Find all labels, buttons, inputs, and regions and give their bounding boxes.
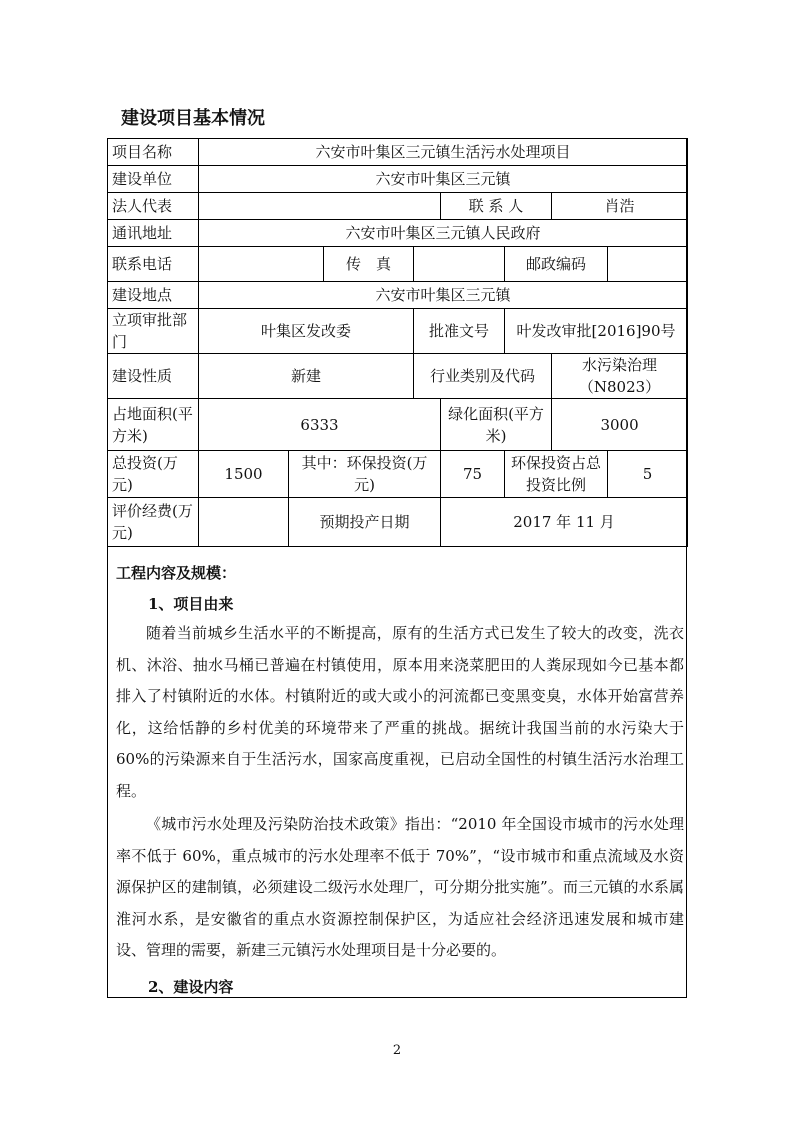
address-label: 通讯地址 <box>108 220 199 247</box>
table-row <box>108 282 688 309</box>
table-row <box>108 193 688 220</box>
site-label: 建设地点 <box>108 282 199 309</box>
approval-no-value: 叶发改审批[2016]90号 <box>505 309 688 354</box>
table-row <box>108 166 688 193</box>
phone-value <box>199 247 324 282</box>
fax-label: 传 真 <box>324 247 414 282</box>
legal-rep-value <box>199 193 441 220</box>
prod-date-label: 预期投产日期 <box>289 498 441 547</box>
project-name-label: 项目名称 <box>108 139 199 166</box>
env-invest-value: 75 <box>441 451 505 498</box>
eval-fee-value <box>199 498 289 547</box>
approval-dept-value: 叶集区发改委 <box>199 309 414 354</box>
env-ratio-label: 环保投资占总投资比例 <box>505 451 608 498</box>
table-row <box>108 451 688 498</box>
page-title: 建设项目基本情况 <box>121 108 265 129</box>
phone-label: 联系电话 <box>108 247 199 282</box>
table-row <box>108 354 688 399</box>
postcode-label: 邮政编码 <box>505 247 608 282</box>
industry-label: 行业类别及代码 <box>414 354 552 399</box>
builder-label: 建设单位 <box>108 166 199 193</box>
area-value: 6333 <box>199 399 441 451</box>
paragraph-2: 《城市污水处理及污染防治技术政策》指出：“2010 年全国设市城市的污水处理率不低于 60%，重点城市的污水处理率不低于 70%”，“设市城市和重点流域及水资源保护区的建制镇，必须建设二级污水处理厂，可分期分批实施”。而三元镇的水系属淮河水系，是安徽省的重点水资源控制保护区，为适应社会经济迅速发展和城市建设、管理的需要，新建三元镇污水处理项目是十分必要的。 <box>116 815 684 959</box>
approval-no-label: 批准文号 <box>414 309 505 354</box>
address-value: 六安市叶集区三元镇人民政府 <box>199 220 688 247</box>
approval-dept-label: 立项审批部门 <box>108 309 199 354</box>
fax-value <box>414 247 505 282</box>
table-row <box>108 139 688 166</box>
section-1-title: 1、项目由来 <box>148 595 234 613</box>
env-invest-label: 其中：环保投资(万元) <box>289 451 441 498</box>
site-value: 六安市叶集区三元镇 <box>199 282 688 309</box>
table-row <box>108 247 688 282</box>
paragraph-1: 随着当前城乡生活水平的不断提高，原有的生活方式已发生了较大的改变，洗衣机、沐浴、抽水马桶已普遍在村镇使用，原本用来浇菜肥田的人粪尿现如今已基本都排入了村镇附近的水体。村镇附近的或大或小的河流都已变黑变臭，水体开始富营养化，这给恬静的乡村优美的环境带来了严重的挑战。据统计我国当前的水污染大于 60%的污染源来自于生活污水，国家高度重视，已启动全国性的村镇生活污水治理工程。 <box>116 624 684 800</box>
content-heading: 工程内容及规模： <box>116 564 237 582</box>
industry-value: 水污染治理（N8023） <box>552 354 688 399</box>
page-number: 2 <box>392 1043 402 1058</box>
eval-fee-label: 评价经费(万元) <box>108 498 199 547</box>
nature-value: 新建 <box>199 354 414 399</box>
project-info-table <box>107 138 688 547</box>
table-row <box>108 220 688 247</box>
postcode-value <box>608 247 688 282</box>
section-2-title: 2、建设内容 <box>148 978 234 996</box>
table-row <box>108 399 688 451</box>
invest-label: 总投资(万元) <box>108 451 199 498</box>
env-ratio-value: 5 <box>608 451 688 498</box>
prod-date-value: 2017 年 11 月 <box>441 498 688 547</box>
project-name-value: 六安市叶集区三元镇生活污水处理项目 <box>199 139 688 166</box>
table-row <box>108 498 688 547</box>
green-value: 3000 <box>552 399 688 451</box>
contact-label: 联 系 人 <box>441 193 552 220</box>
legal-rep-label: 法人代表 <box>108 193 199 220</box>
builder-value: 六安市叶集区三元镇 <box>199 166 688 193</box>
area-label: 占地面积(平方米) <box>108 399 199 451</box>
invest-value: 1500 <box>199 451 289 498</box>
contact-value: 肖浩 <box>552 193 688 220</box>
green-label: 绿化面积(平方米) <box>441 399 552 451</box>
nature-label: 建设性质 <box>108 354 199 399</box>
table-row <box>108 309 688 354</box>
